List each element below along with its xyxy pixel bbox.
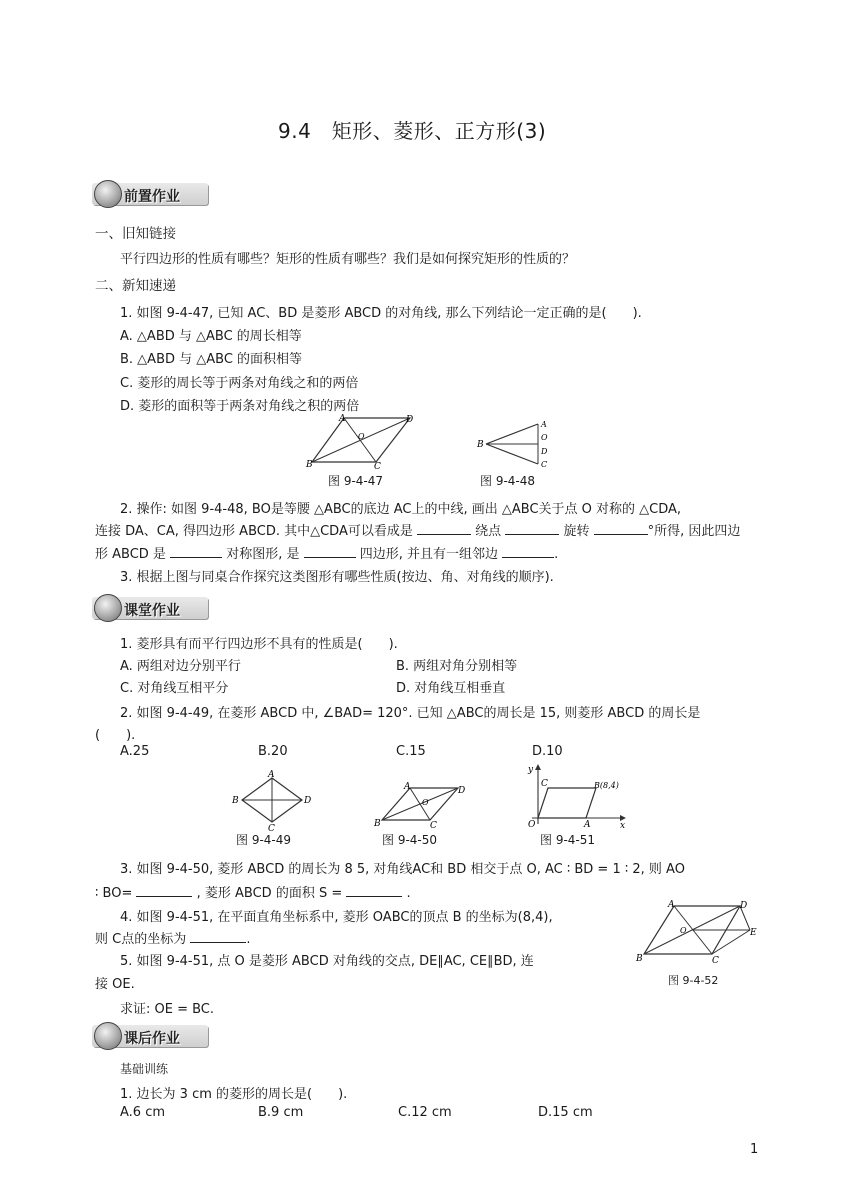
section-banner-after: [92, 1022, 212, 1050]
question-text: 3. 根据上图与同桌合作探究这类图形有哪些性质(按边、角、对角线的顺序).: [120, 570, 554, 585]
option-text: C. 菱形的周长等于两条对角线之和的两倍: [120, 376, 359, 391]
point-label: D: [740, 901, 748, 911]
text-run: ∶ BO=: [95, 886, 133, 901]
question-text: [95, 520, 740, 539]
answer-blank[interactable]: [505, 522, 559, 535]
axis-label: y: [528, 765, 534, 775]
point-label: D: [541, 447, 548, 456]
text-run: °所得, 因此四边: [647, 524, 741, 539]
text-run: 形 ABCD 是: [95, 547, 166, 562]
question-text: [95, 543, 558, 562]
text-run: .: [554, 547, 559, 562]
point-label: O: [422, 798, 429, 807]
text-run: , 菱形 ABCD 的面积 S =: [196, 886, 343, 901]
banner-label: 课堂作业: [124, 603, 180, 619]
question-text: 平行四边形的性质有哪些？矩形的性质有哪些？我们是如何探究矩形的性质的？: [120, 252, 576, 267]
question-text: 1. 菱形具有而平行四边形不具有的性质是( ).: [120, 637, 398, 652]
question-text: [95, 882, 411, 901]
subsection-heading: 基础训练: [120, 1062, 169, 1076]
point-label: O: [680, 926, 687, 935]
section-icon: [94, 180, 122, 208]
answer-blank[interactable]: [190, 930, 246, 943]
answer-blank[interactable]: [346, 884, 402, 897]
point-label: C: [712, 956, 719, 966]
answer-blank[interactable]: [170, 545, 222, 558]
point-label: O: [358, 432, 365, 441]
answer-blank[interactable]: [594, 522, 648, 535]
point-label: D: [406, 415, 414, 425]
figure-caption: 图 9-4-49: [236, 833, 292, 847]
question-text: 2. 如图 9-4-49, 在菱形 ABCD 中, ∠BAD= 120°. 已知 △ABC的周长是 15, 则菱形 ABCD 的周长是: [120, 706, 701, 721]
text-run: 对称图形, 是: [226, 547, 300, 562]
point-label: C: [430, 821, 437, 831]
section-icon: [94, 594, 122, 622]
question-text: 2. 操作: 如图 9-4-48, BO是等腰 △ABC的底边 AC上的中线, 画出 △ABC关于点 O 对称的 △CDA,: [120, 502, 682, 517]
axis-label: x: [620, 821, 626, 831]
banner-label: 前置作业: [124, 189, 180, 205]
option-text: C. 对角线互相平分: [120, 681, 229, 696]
text-run: 绕点: [475, 524, 502, 539]
question-text: 接 OE.: [95, 977, 135, 992]
option-text: D.10: [532, 744, 563, 759]
text-run: 四边形, 并且有一组邻边: [359, 547, 499, 562]
page-number: 1: [750, 1142, 759, 1157]
section-heading: 一、旧知链接: [95, 226, 176, 242]
section-heading: 二、新知速递: [95, 278, 176, 294]
figure-caption: 图 9-4-52: [668, 974, 719, 987]
question-text: ( ).: [95, 728, 136, 743]
option-text: B.20: [258, 744, 288, 759]
option-text: A.6 cm: [120, 1105, 166, 1120]
point-label: D: [304, 796, 312, 806]
banner-label: 课后作业: [124, 1031, 180, 1047]
question-text: 4. 如图 9-4-51, 在平面直角坐标系中, 菱形 OABC的顶点 B 的坐标为(8,4),: [120, 910, 553, 925]
point-label: C: [541, 779, 548, 789]
figure-9-4-50: [374, 780, 466, 830]
point-label: A: [268, 770, 275, 780]
point-label: C: [374, 462, 381, 472]
answer-blank[interactable]: [304, 545, 356, 558]
point-label: C: [541, 460, 548, 469]
option-text: B. 两组对角分别相等: [396, 659, 518, 674]
text-run: 连接 DA、CA, 得四边形 ABCD. 其中△CDA可以看成是: [95, 524, 413, 539]
text-run: 旋转: [563, 524, 590, 539]
point-label: O: [541, 433, 548, 442]
point-label: B: [477, 440, 484, 450]
figure-caption: 图 9-4-51: [540, 833, 596, 847]
point-label: D: [458, 786, 466, 796]
option-text: A. 两组对边分别平行: [120, 659, 241, 674]
option-text: D.15 cm: [538, 1105, 593, 1120]
point-label: B: [232, 796, 239, 806]
section-banner-pre: [92, 180, 212, 208]
page-title: 9.4 矩形、菱形、正方形(3): [278, 119, 547, 143]
question-text: 1. 边长为 3 cm 的菱形的周长是( ).: [120, 1087, 348, 1102]
option-text: C.12 cm: [398, 1105, 452, 1120]
point-label: E: [750, 928, 757, 938]
section-banner-class: [92, 594, 212, 622]
question-text: 求证: OE = BC.: [120, 1002, 215, 1017]
answer-blank[interactable]: [417, 522, 471, 535]
question-text: 3. 如图 9-4-50, 菱形 ABCD 的周长为 8 5, 对角线AC和 BD 相交于点 O, AC ∶ BD = 1 ∶ 2, 则 AO: [120, 862, 685, 877]
answer-blank[interactable]: [502, 545, 554, 558]
figure-9-4-48: [476, 418, 556, 470]
point-label: A: [541, 420, 547, 429]
point-label: B: [374, 819, 381, 829]
text-run: 则 C点的坐标为: [95, 932, 187, 947]
question-text: 5. 如图 9-4-51, 点 O 是菱形 ABCD 对角线的交点, DE∥AC, CE∥BD, 连: [120, 954, 534, 969]
point-label: O: [528, 820, 536, 830]
question-text: [95, 928, 251, 947]
figure-caption: 图 9-4-48: [480, 474, 536, 488]
option-text: D. 对角线互相垂直: [396, 681, 506, 696]
option-text: A. △ABD 与 △ABC 的周长相等: [120, 329, 302, 344]
question-text: 1. 如图 9-4-47, 已知 AC、BD 是菱形 ABCD 的对角线, 那么下列结论一定正确的是( ).: [120, 306, 642, 321]
answer-blank[interactable]: [136, 884, 192, 897]
text-run: .: [406, 886, 411, 901]
figure-9-4-47: [306, 412, 416, 470]
point-label: C: [268, 824, 275, 834]
option-text: D. 菱形的面积等于两条对角线之积的两倍: [120, 399, 360, 414]
option-text: C.15: [396, 744, 426, 759]
text-run: .: [246, 932, 251, 947]
figure-9-4-49: [230, 770, 316, 834]
point-label: B: [306, 460, 313, 470]
figure-9-4-51: [520, 762, 630, 830]
figure-caption: 图 9-4-50: [382, 833, 438, 847]
option-text: B.9 cm: [258, 1105, 304, 1120]
point-label: A: [668, 900, 675, 910]
option-text: A.25: [120, 744, 150, 759]
point-label: B: [636, 954, 643, 964]
option-text: B. △ABD 与 △ABC 的面积相等: [120, 352, 303, 367]
point-label: A: [339, 414, 346, 424]
figure-9-4-52: [636, 898, 760, 964]
point-label: A: [584, 820, 591, 830]
point-label: A: [404, 782, 411, 792]
section-icon: [94, 1022, 122, 1050]
point-label: B(8,4): [594, 781, 619, 790]
figure-caption: 图 9-4-47: [328, 474, 384, 488]
